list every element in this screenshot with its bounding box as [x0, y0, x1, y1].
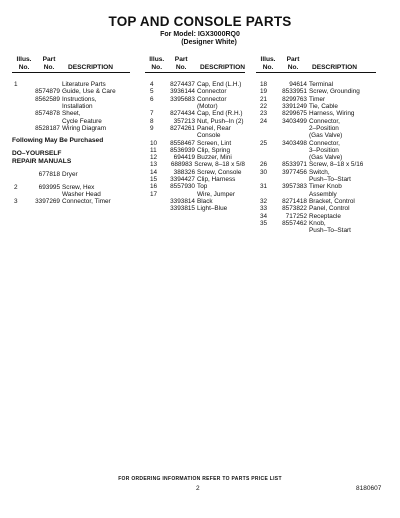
part-number: 717252: [285, 212, 307, 220]
parts-column-3: [256, 56, 376, 234]
part-number: 3403499: [282, 117, 307, 125]
part-row: [256, 169, 376, 176]
part-description: Connector, Timer: [62, 198, 111, 206]
illus-number: 15: [150, 176, 158, 184]
part-row: [145, 118, 245, 125]
part-description: (Motor): [197, 103, 218, 111]
part-number: 8271418: [282, 197, 307, 205]
part-row: [256, 154, 376, 161]
part-description: Cap, End (R.H.): [197, 110, 243, 118]
part-description: Washer Head: [62, 190, 101, 198]
part-description: Light–Blue: [197, 205, 228, 213]
part-number: 8528187: [35, 124, 60, 132]
part-row: [256, 213, 376, 220]
part-description: Panel, Rear: [197, 124, 231, 132]
part-number: 677818: [38, 171, 60, 179]
part-row: [145, 161, 245, 168]
part-row: [256, 227, 376, 234]
part-number: 8574879: [35, 88, 60, 96]
illus-number: [12, 110, 30, 117]
part-row: [145, 205, 245, 212]
illus-number: 9: [150, 124, 154, 132]
illus-number: 31: [260, 183, 268, 191]
parts-list: [145, 81, 245, 212]
part-number: 8299763: [282, 95, 307, 103]
illus-number: 23: [260, 110, 268, 118]
page-title: TOP AND CONSOLE PARTS: [108, 14, 292, 29]
illus-number: 30: [260, 168, 268, 176]
part-number: 8274437: [170, 81, 195, 89]
parts-list: [12, 81, 130, 132]
part-row: [145, 103, 245, 110]
illus-number: [12, 191, 30, 198]
model-line: For Model: IGX3000RQ0: [160, 31, 240, 38]
part-number: [159, 191, 195, 198]
part-number: 3393815: [170, 205, 195, 213]
part-row: [145, 140, 245, 147]
illus-number: 2: [14, 183, 18, 191]
part-number: 8573822: [282, 205, 307, 213]
illus-number: [256, 125, 270, 132]
part-number: 8533971: [282, 161, 307, 169]
part-number: 8574878: [35, 110, 60, 118]
part-row: [12, 81, 130, 88]
variant-line: (Designer White): [181, 39, 237, 46]
illus-number: 14: [150, 168, 158, 176]
part-description: Instructions,: [62, 95, 97, 103]
part-description: Connector: [197, 95, 227, 103]
part-number: 693995: [38, 183, 60, 191]
illus-number: 12: [150, 154, 158, 162]
part-row: [145, 198, 245, 205]
part-row: [256, 118, 376, 125]
part-description: Literature Parts: [62, 81, 106, 89]
part-row: [145, 132, 245, 139]
part-description: Push–To–Start: [309, 227, 351, 235]
part-row: [256, 103, 376, 110]
column-header: Illus. No. Part No. DESCRIPTION: [12, 56, 130, 73]
part-row: [145, 110, 245, 117]
part-number: [270, 154, 307, 161]
part-row: [256, 110, 376, 117]
part-description: Cycle Feature: [62, 117, 102, 125]
part-number: [30, 81, 60, 88]
part-description: Harness, Wiring: [309, 110, 355, 118]
part-row: [256, 161, 376, 168]
illus-number: 8: [150, 117, 154, 125]
part-row: [256, 191, 376, 198]
section-heading: Following May Be Purchased: [12, 137, 104, 145]
illus-number: [256, 147, 270, 154]
part-description: Push–To–Start: [309, 176, 351, 184]
part-row: [145, 81, 245, 88]
part-description: Connector: [197, 88, 227, 96]
part-row: [256, 96, 376, 103]
part-number: 3977456: [282, 168, 307, 176]
part-row: [12, 191, 130, 198]
part-description: Screen, Lint: [197, 139, 232, 147]
part-number: 8274261: [170, 124, 195, 132]
illus-number: [12, 171, 30, 178]
part-number: 3397269: [35, 198, 60, 206]
part-row: [256, 88, 376, 95]
part-number: 688983: [170, 161, 193, 169]
illus-number: 5: [150, 88, 154, 96]
part-number: [30, 191, 60, 198]
part-row: [145, 96, 245, 103]
illus-number: [256, 132, 270, 139]
illus-number: 25: [260, 139, 268, 147]
illus-number: 17: [150, 190, 158, 198]
part-description: Assembly: [309, 190, 337, 198]
part-row: [256, 176, 376, 183]
part-number: 388326: [173, 168, 195, 176]
part-description: 3–Position: [309, 146, 339, 154]
illus-number: [145, 103, 159, 110]
part-number: [30, 118, 60, 125]
part-description: Panel, Control: [309, 205, 350, 213]
part-number: 8557462: [282, 219, 307, 227]
illus-number: 6: [150, 95, 154, 103]
part-row: [12, 125, 130, 132]
illus-number: [145, 205, 159, 212]
part-description: (Gas Valve): [309, 154, 343, 162]
part-description: 2–Position: [309, 124, 339, 132]
illus-number: [12, 88, 30, 95]
part-number: 3395683: [170, 95, 195, 103]
part-number: 8536939: [170, 146, 195, 154]
part-row: [145, 191, 245, 198]
part-description: Screw, 8–18 x 5/8: [194, 161, 245, 169]
illus-number: [12, 125, 30, 132]
illus-number: 18: [260, 81, 268, 89]
part-description: Bracket, Control: [309, 197, 355, 205]
part-row: [145, 176, 245, 183]
illus-number: 35: [260, 219, 268, 227]
ordering-footer: FOR ORDERING INFORMATION REFER TO PARTS PRICE LIST: [118, 476, 282, 482]
part-number: 8274434: [170, 110, 195, 118]
part-row: [145, 183, 245, 190]
illus-number: 24: [260, 117, 268, 125]
part-description: Connector,: [309, 117, 340, 125]
part-description: Cap, End (L.H.): [197, 81, 242, 89]
part-row: [12, 110, 130, 117]
part-row: [256, 140, 376, 147]
illus-number: [256, 227, 270, 234]
part-description: Top: [197, 183, 208, 191]
part-description: Tie, Cable: [309, 103, 338, 111]
parts-list: [256, 81, 376, 234]
part-row: [145, 147, 245, 154]
part-description: Screw, Grounding: [309, 88, 360, 96]
illus-number: [145, 198, 159, 205]
part-row: [12, 198, 130, 205]
part-number: 3391249: [282, 103, 307, 111]
illus-number: 26: [260, 161, 268, 169]
part-row: [145, 125, 245, 132]
illus-number: 13: [150, 161, 158, 169]
part-row: [256, 205, 376, 212]
part-number: 3957383: [282, 183, 307, 191]
illus-number: 3: [14, 198, 18, 206]
part-row: [12, 96, 130, 103]
part-number: 3394427: [170, 176, 195, 184]
part-description: Buzzer, Mini: [197, 154, 232, 162]
part-row: [145, 88, 245, 95]
part-row: [12, 171, 130, 178]
part-row: [256, 220, 376, 227]
illus-number: 16: [150, 183, 158, 191]
part-description: Guide, Use & Care: [62, 88, 116, 96]
part-number: [270, 147, 307, 154]
part-row: [145, 169, 245, 176]
part-number: [270, 227, 307, 234]
section-heading: REPAIR MANUALS: [12, 158, 72, 166]
part-row: [256, 132, 376, 139]
part-number: 8562589: [35, 95, 60, 103]
part-description: Timer Knob: [309, 183, 342, 191]
part-row: [12, 88, 130, 95]
part-number: [30, 103, 60, 110]
part-description: Clip, Harness: [197, 176, 236, 184]
part-number: 3936144: [170, 88, 195, 96]
illus-number: 10: [150, 139, 158, 147]
part-number: [159, 132, 195, 139]
illus-number: [12, 103, 30, 110]
illus-number: [256, 176, 270, 183]
part-number: [159, 103, 195, 110]
part-description: Screw, Hex: [62, 183, 95, 191]
parts-list: [12, 184, 130, 206]
part-number: 8558467: [170, 139, 195, 147]
part-number: [270, 176, 307, 183]
illus-number: 1: [14, 81, 18, 89]
section-heading: DO–YOURSELF: [12, 150, 62, 158]
part-description: Sheet,: [62, 110, 81, 118]
part-description: Console: [197, 132, 221, 140]
parts-column-2: [145, 56, 245, 213]
illus-number: 33: [260, 205, 268, 213]
part-description: Clip, Spring: [197, 146, 231, 154]
part-description: Dryer: [62, 171, 78, 179]
illus-number: 32: [260, 197, 268, 205]
column-header: Illus. No. Part No. DESCRIPTION: [256, 56, 376, 73]
part-description: Switch,: [309, 168, 330, 176]
part-row: [12, 184, 130, 191]
illus-number: [12, 96, 30, 103]
part-number: 694419: [173, 154, 195, 162]
parts-column-1: [12, 56, 130, 205]
column-header: Illus. No. Part No. DESCRIPTION: [145, 56, 245, 73]
part-row: [256, 81, 376, 88]
part-description: Black: [197, 197, 213, 205]
illus-number: 21: [260, 95, 268, 103]
part-description: Receptacle: [309, 212, 341, 220]
part-description: Nut, Push–In (2): [197, 117, 244, 125]
document-number: 8180607: [356, 485, 382, 492]
part-number: 357213: [173, 117, 195, 125]
illus-number: [145, 132, 159, 139]
part-description: Connector,: [309, 139, 340, 147]
part-description: Timer: [309, 95, 326, 103]
page-number: 2: [196, 485, 200, 492]
part-number: [270, 132, 307, 139]
illus-number: [256, 191, 270, 198]
part-row: [145, 154, 245, 161]
part-number: 8533951: [282, 88, 307, 96]
part-row: [256, 147, 376, 154]
part-row: [256, 198, 376, 205]
part-row: [12, 118, 130, 125]
part-number: 8299675: [282, 110, 307, 118]
part-number: 94614: [289, 81, 307, 89]
part-row: [12, 103, 130, 110]
part-description: Screw, Console: [197, 168, 242, 176]
part-description: (Gas Valve): [309, 132, 343, 140]
part-number: [270, 125, 307, 132]
illus-number: 4: [150, 81, 154, 89]
illus-number: 11: [150, 146, 157, 154]
part-description: Wire, Jumper: [197, 190, 235, 198]
part-number: 8557930: [170, 183, 195, 191]
illus-number: 19: [260, 88, 268, 96]
part-description: Knob,: [309, 219, 326, 227]
illus-number: [256, 154, 270, 161]
part-row: [256, 125, 376, 132]
part-row: [256, 183, 376, 190]
part-description: Installation: [62, 103, 93, 111]
part-description: Wiring Diagram: [62, 124, 107, 132]
illus-number: 22: [260, 103, 268, 111]
part-number: 3393814: [170, 197, 195, 205]
illus-number: 7: [150, 110, 154, 118]
illus-number: [12, 118, 30, 125]
part-number: 3403498: [282, 139, 307, 147]
part-description: Terminal: [309, 81, 334, 89]
part-description: Screw, 8–18 x 5/16: [309, 161, 364, 169]
part-number: [270, 191, 307, 198]
parts-list: [12, 171, 130, 178]
illus-number: 34: [260, 212, 268, 220]
